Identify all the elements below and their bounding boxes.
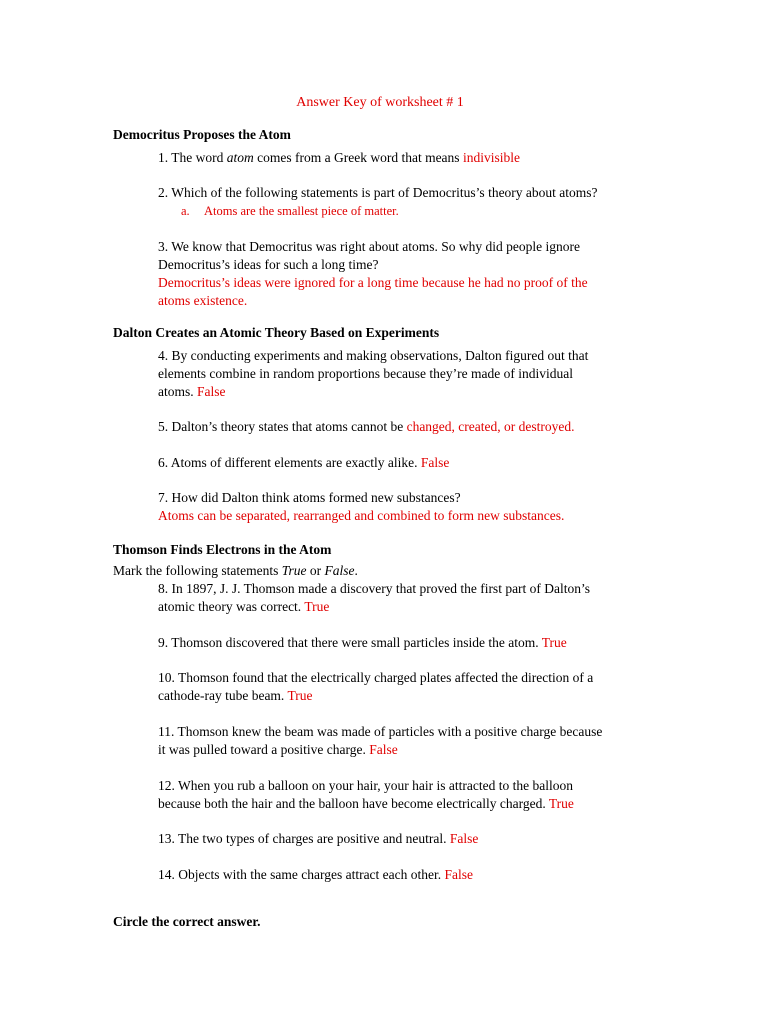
question-13-answer: False — [449, 831, 479, 846]
question-2-answer — [181, 204, 399, 219]
question-6-answer: False — [420, 455, 450, 470]
question-2-answer-text: Atoms are the smallest piece of matter. — [204, 204, 399, 218]
question-8-line-2 — [158, 598, 329, 616]
question-9 — [158, 634, 567, 652]
question-5-answer: changed, created, or destroyed. — [406, 419, 575, 434]
question-1 — [158, 149, 520, 167]
question-12-text: because both the hair and the balloon have become electrically charged. — [158, 796, 549, 811]
section-heading-democritus: Democritus Proposes the Atom — [113, 127, 291, 142]
question-2: 2. Which of the following statements is part of Democritus’s theory about atoms? — [158, 185, 598, 200]
question-11-answer: False — [369, 742, 398, 757]
question-3-line-1: 3. We know that Democritus was right about atoms. So why did people ignore — [158, 239, 580, 254]
question-7-answer: Atoms can be separated, rearranged and combined to form new substances. — [158, 508, 565, 523]
instruction-or: or — [306, 563, 325, 578]
question-3-line-2: Democritus’s ideas for such a long time? — [158, 257, 379, 272]
question-1-text-cont: comes from a Greek word that means — [253, 150, 463, 165]
section-heading-circle: Circle the correct answer. — [113, 914, 261, 929]
question-4-line-1: 4. By conducting experiments and making observations, Dalton figured out that — [158, 348, 589, 363]
instruction-false-word: False — [324, 563, 355, 578]
question-8-answer: True — [304, 599, 330, 614]
question-10-line-1: 10. Thomson found that the electrically charged plates affected the direction of a — [158, 670, 594, 685]
question-11-line-1: 11. Thomson knew the beam was made of particles with a positive charge because — [158, 724, 603, 739]
question-3-answer-line-1: Democritus’s ideas were ignored for a long time because he had no proof of the — [158, 275, 588, 290]
page-title: Answer Key of worksheet # 1 — [296, 95, 464, 110]
question-14-text: 14. Objects with the same charges attract each other. — [158, 867, 445, 882]
question-11-line-2 — [158, 741, 398, 759]
question-12-answer: True — [548, 796, 574, 811]
question-9-text: 9. Thomson discovered that there were small particles inside the atom. — [158, 635, 542, 650]
question-8-line-1: 8. In 1897, J. J. Thomson made a discovery that proved the first part of Dalton’s — [158, 581, 591, 596]
instruction-true-false — [113, 562, 358, 580]
question-4-text: atoms. — [158, 384, 197, 399]
question-4-line-3 — [158, 383, 226, 401]
question-1-text: 1. The word — [158, 150, 227, 165]
question-13 — [158, 830, 478, 848]
section-heading-thomson: Thomson Finds Electrons in the Atom — [113, 542, 332, 557]
question-10-text: cathode-ray tube beam. — [158, 688, 288, 703]
question-6-text: 6. Atoms of different elements are exactly alike. — [158, 455, 421, 470]
instruction-true-word: True — [281, 563, 307, 578]
question-5 — [158, 418, 575, 436]
question-4-answer: False — [197, 384, 226, 399]
question-3-answer-line-2: atoms existence. — [158, 293, 248, 308]
question-10-answer: True — [287, 688, 313, 703]
question-1-italic-word: atom — [226, 150, 254, 165]
question-12-line-1: 12. When you rub a balloon on your hair, your hair is attracted to the balloon — [158, 778, 573, 793]
question-13-text: 13. The two types of charges are positive and neutral. — [158, 831, 450, 846]
question-6 — [158, 454, 449, 472]
question-9-answer: True — [541, 635, 567, 650]
instruction-period: . — [354, 563, 358, 578]
question-12-line-2 — [158, 795, 574, 813]
question-5-text: 5. Dalton’s theory states that atoms cannot be — [158, 419, 407, 434]
section-heading-dalton: Dalton Creates an Atomic Theory Based on Experiments — [113, 325, 440, 340]
question-8-text: atomic theory was correct. — [158, 599, 305, 614]
question-7: 7. How did Dalton think atoms formed new substances? — [158, 490, 461, 505]
question-2-answer-marker: a. — [181, 204, 190, 218]
question-10-line-2 — [158, 687, 312, 705]
question-11-text: it was pulled toward a positive charge. — [158, 742, 370, 757]
question-4-line-2: elements combine in random proportions because they’re made of individual — [158, 366, 573, 381]
instruction-text: Mark the following statements — [113, 563, 282, 578]
question-14-answer: False — [444, 867, 474, 882]
question-14 — [158, 866, 473, 884]
question-1-answer: indivisible — [462, 150, 520, 165]
